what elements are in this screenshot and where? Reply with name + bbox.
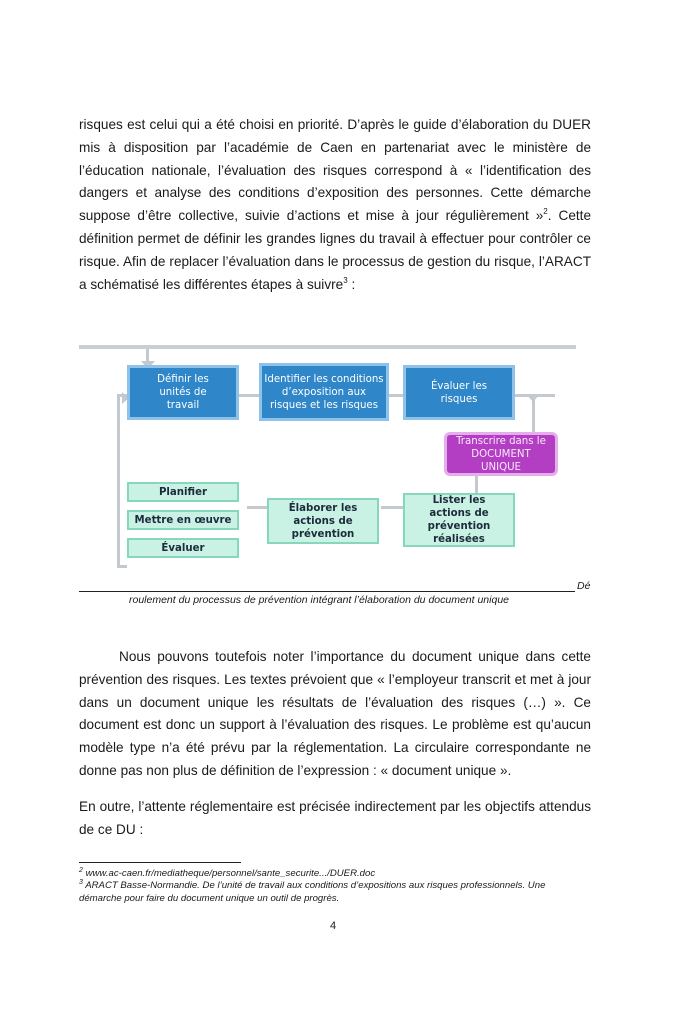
box-label: Évaluer les risques	[430, 380, 488, 405]
footnote-ref-2: 2	[543, 207, 548, 217]
caption-fragment: Dé	[577, 580, 591, 592]
arrow-down-icon	[527, 395, 539, 402]
footnote-number: 2	[79, 867, 83, 874]
figure-caption: roulement du processus de prévention intégrant l’élaboration du document unique	[129, 594, 509, 606]
text-fragment: . Cette	[547, 208, 592, 224]
paragraph-2	[79, 646, 591, 783]
text-line: En outre, l’attente réglementaire est précisée indirectement par les objectifs attendus	[79, 799, 591, 814]
box-evaluer	[127, 538, 239, 558]
diagram-top-line	[79, 345, 576, 349]
footnote-text: www.ac-caen.fr/mediatheque/personnel/sante_securite.../DUER.doc	[82, 868, 376, 879]
connector-ident-eval	[389, 394, 403, 397]
text-line: l’éducation nationale, l’évaluation des risques correspond à « l’identification des	[79, 162, 591, 178]
box-label: Identifier les conditions d’exposition aux risques et les risques	[264, 373, 384, 411]
connector-def-ident	[239, 394, 261, 397]
footnote-separator	[79, 862, 241, 863]
text-fragment: suppose d’être collective, suivie d’actions et mise à jour régulièrement »	[79, 208, 544, 224]
box-planifier	[127, 482, 239, 502]
box-evaluer-risques	[403, 365, 515, 420]
text-line: mis à disposition par l’académie de Caen en partenariat avec le ministère de	[79, 139, 591, 155]
text-line: modèle type n’a été prévu par la réglementation. La circulaire correspondante ne	[79, 740, 591, 756]
box-label: Transcrire dans le DOCUMENT UNIQUE	[456, 435, 546, 473]
connector-elaborer-stack	[247, 506, 267, 509]
text-line: risques est celui qui a été choisi en priorité. D’après le guide d’élaboration du DUER	[79, 117, 591, 132]
text-fragment: a schématisé les différentes étapes à suivre	[79, 276, 344, 292]
footnote-2	[79, 868, 599, 881]
box-elaborer-actions	[267, 498, 379, 544]
footnote-3	[79, 880, 599, 905]
caption-rule	[79, 591, 575, 592]
text-line	[79, 205, 591, 228]
text-line: risque. Afin de replacer l’évaluation dans le processus de gestion du risque, l’ARACT	[79, 253, 591, 269]
footnote-text-continuation: démarche pour faire du document unique un outil de progrès.	[79, 892, 340, 904]
text-line: définition permet de définir les grandes lignes du travail à effectuer pour contrôler ce	[79, 230, 591, 246]
text-line: de ce DU :	[79, 821, 144, 837]
connector-transcrire-lister	[475, 473, 478, 493]
box-lister-actions	[403, 493, 515, 547]
text-fragment: :	[347, 276, 356, 292]
box-label: Planifier	[158, 486, 208, 498]
connector-left-vertical	[117, 394, 120, 568]
text-line	[79, 274, 591, 297]
box-label: Mettre en œuvre	[134, 514, 232, 526]
connector-lister-elaborer	[381, 506, 403, 509]
box-label: Élaborer les actions de prévention	[288, 502, 358, 540]
prevention-process-diagram	[79, 340, 579, 568]
text-line: donne pas non plus de définition de l’expression : « document unique ».	[79, 762, 512, 778]
box-label: Lister les actions de prévention réalisées	[427, 495, 491, 545]
footnote-number: 3	[79, 879, 83, 886]
box-definir-unites	[127, 365, 239, 420]
text-line: prévention des risques. Les textes prévoient que « l’employeur transcrit et met à jour	[79, 671, 591, 687]
box-label: Définir les unités de travail	[157, 374, 209, 411]
text-line: dans un document unique les résultats de l’évaluation des risques (…) ». Ce	[79, 694, 591, 710]
paragraph-1	[79, 114, 591, 296]
connector-left-bottom	[117, 565, 127, 568]
text-line: document est donc un support à l’évaluation des risques. Le problème est qu’aucun	[79, 717, 591, 733]
text-line: Nous pouvons toutefois noter l’importance du document unique dans cette	[119, 649, 591, 664]
box-mettre-en-oeuvre	[127, 510, 239, 530]
text-line: dangers et analyse des conditions d’exposition des personnes. Cette démarche	[79, 185, 591, 201]
paragraph-3	[79, 796, 591, 842]
page-number: 4	[330, 920, 337, 932]
footnote-ref-3: 3	[343, 275, 348, 285]
box-identifier-conditions	[259, 363, 389, 421]
footnote-text: ARACT Basse-Normandie. De l’unité de travail aux conditions d’expositions aux risques professionnels. Une	[82, 880, 546, 891]
box-transcrire-document-unique	[444, 432, 558, 476]
box-label: Évaluer	[161, 542, 205, 554]
